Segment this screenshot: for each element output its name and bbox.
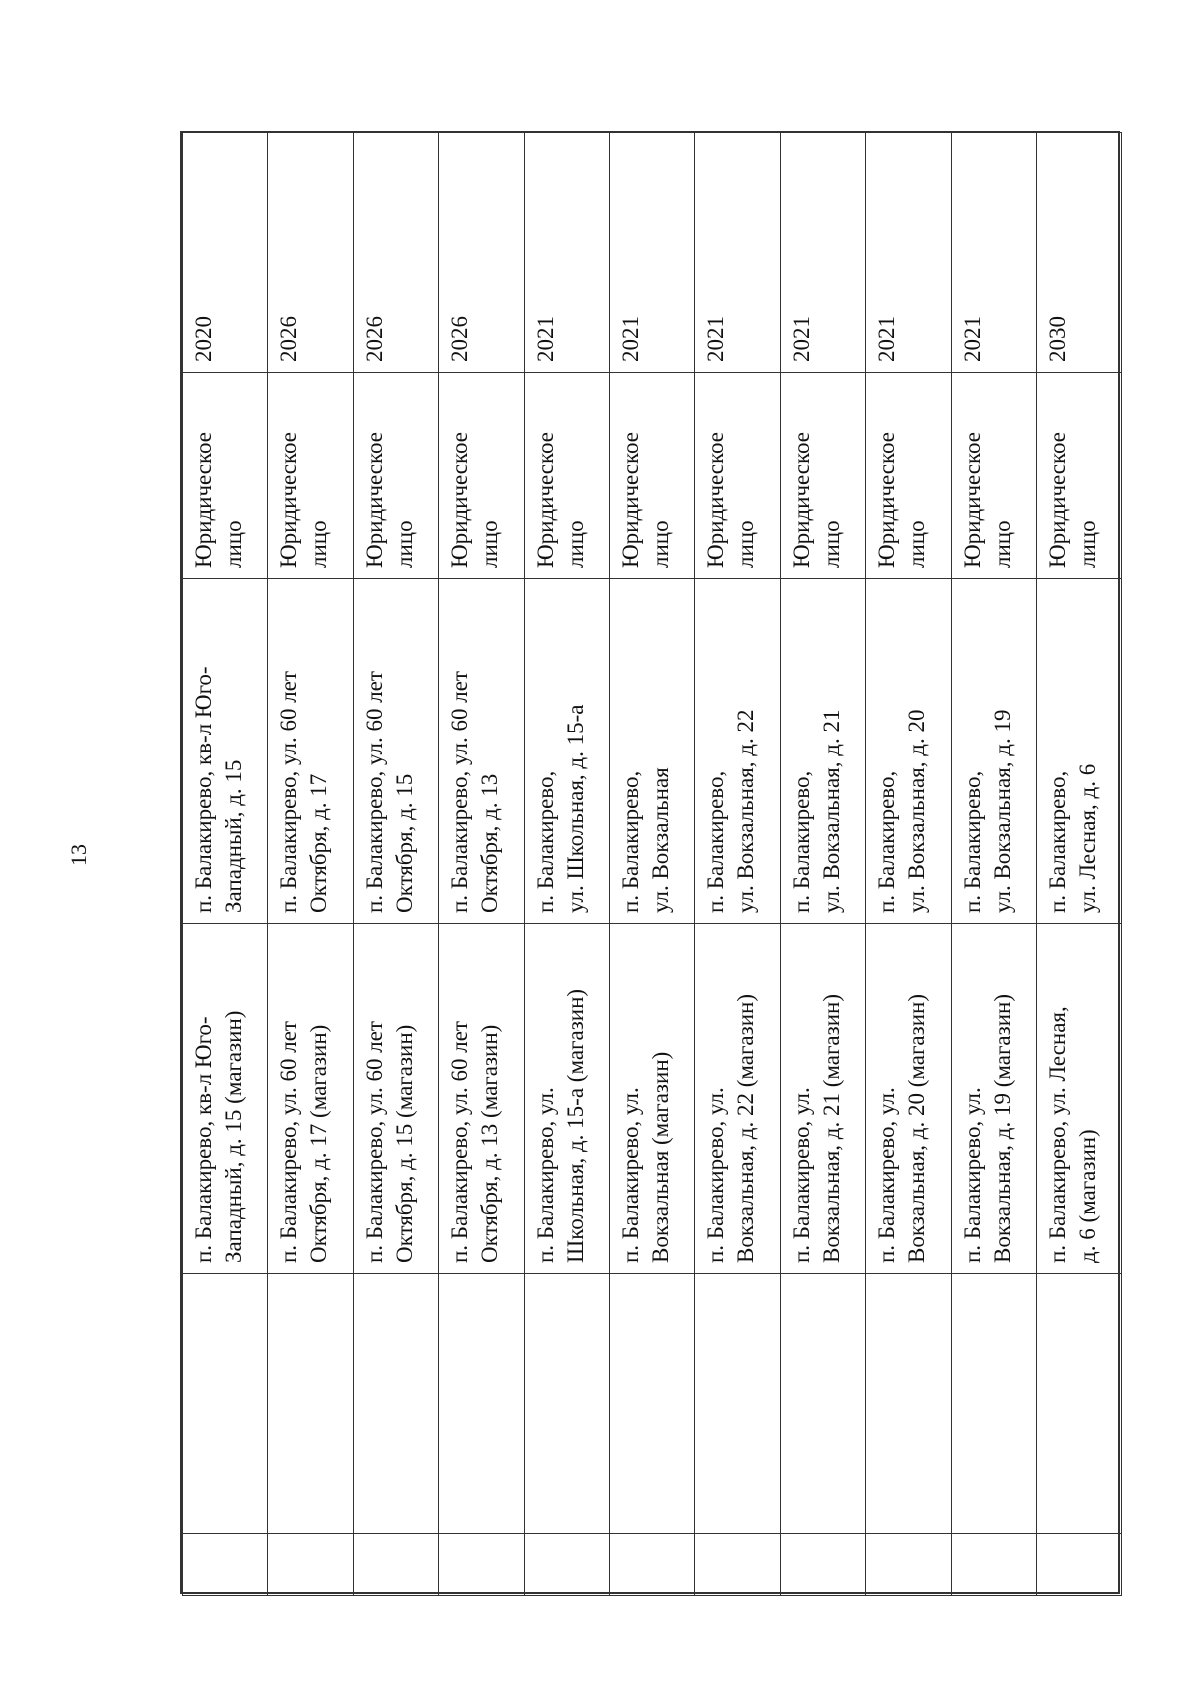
owner-cell: Юридическое лицо <box>609 373 694 579</box>
empty-cell <box>268 1274 353 1534</box>
empty-cell <box>439 1534 524 1596</box>
year-cell: 2021 <box>951 133 1036 373</box>
object-cell: п. Балакирево, ул. Вокзальная, д. 19 (магазин) <box>951 924 1036 1274</box>
empty-cell <box>866 1534 951 1596</box>
empty-cell <box>524 1534 609 1596</box>
year-cell: 2021 <box>866 133 951 373</box>
address-cell: п. Балакирево, ул. 60 лет Октября, д. 13 <box>439 579 524 924</box>
empty-cell <box>609 1534 694 1596</box>
empty-cell <box>268 1534 353 1596</box>
year-cell: 2021 <box>695 133 780 373</box>
empty-cell <box>1036 1274 1121 1534</box>
page-number: 13 <box>66 844 91 866</box>
facilities-table <box>182 132 1122 1596</box>
year-cell: 2026 <box>353 133 438 373</box>
empty-cell <box>1036 1534 1121 1596</box>
year-cell: 2020 <box>183 133 268 373</box>
table-row <box>866 133 951 1596</box>
address-cell: п. Балакирево, ул. Вокзальная, д. 19 <box>951 579 1036 924</box>
address-cell: п. Балакирево, ул. 60 лет Октября, д. 17 <box>268 579 353 924</box>
owner-cell: Юридическое лицо <box>866 373 951 579</box>
empty-cell <box>780 1274 865 1534</box>
address-cell: п. Балакирево, ул. 60 лет Октября, д. 15 <box>353 579 438 924</box>
empty-cell <box>695 1274 780 1534</box>
address-cell: п. Балакирево, кв-л Юго- Западный, д. 15 <box>183 579 268 924</box>
table-row <box>695 133 780 1596</box>
table-row <box>353 133 438 1596</box>
address-cell: п. Балакирево, ул. Лесная, д. 6 <box>1036 579 1121 924</box>
table-row <box>268 133 353 1596</box>
address-cell: п. Балакирево, ул. Вокзальная, д. 22 <box>695 579 780 924</box>
address-cell: п. Балакирево, ул. Вокзальная <box>609 579 694 924</box>
table-row <box>524 133 609 1596</box>
object-cell: п. Балакирево, ул. Вокзальная, д. 21 (магазин) <box>780 924 865 1274</box>
owner-cell: Юридическое лицо <box>439 373 524 579</box>
year-cell: 2026 <box>268 133 353 373</box>
year-cell: 2021 <box>524 133 609 373</box>
empty-cell <box>353 1274 438 1534</box>
year-cell: 2030 <box>1036 133 1121 373</box>
facilities-table-frame <box>180 131 1120 1594</box>
owner-cell: Юридическое лицо <box>695 373 780 579</box>
object-cell: п. Балакирево, ул. Вокзальная, д. 20 (магазин) <box>866 924 951 1274</box>
year-cell: 2026 <box>439 133 524 373</box>
year-cell: 2021 <box>780 133 865 373</box>
table-row <box>951 133 1036 1596</box>
table-row <box>1036 133 1121 1596</box>
address-cell: п. Балакирево, ул. Вокзальная, д. 20 <box>866 579 951 924</box>
address-cell: п. Балакирево, ул. Вокзальная, д. 21 <box>780 579 865 924</box>
owner-cell: Юридическое лицо <box>353 373 438 579</box>
empty-cell <box>353 1534 438 1596</box>
empty-cell <box>951 1274 1036 1534</box>
empty-cell <box>524 1274 609 1534</box>
object-cell: п. Балакирево, ул. 60 лет Октября, д. 15 (магазин) <box>353 924 438 1274</box>
empty-cell <box>780 1534 865 1596</box>
owner-cell: Юридическое лицо <box>268 373 353 579</box>
owner-cell: Юридическое лицо <box>524 373 609 579</box>
object-cell: п. Балакирево, кв-л Юго- Западный, д. 15 (магазин) <box>183 924 268 1274</box>
object-cell: п. Балакирево, ул. Лесная, д. 6 (магазин) <box>1036 924 1121 1274</box>
object-cell: п. Балакирево, ул. Вокзальная, д. 22 (магазин) <box>695 924 780 1274</box>
table-row <box>609 133 694 1596</box>
object-cell: п. Балакирево, ул. 60 лет Октября, д. 17 (магазин) <box>268 924 353 1274</box>
owner-cell: Юридическое лицо <box>183 373 268 579</box>
empty-cell <box>183 1534 268 1596</box>
object-cell: п. Балакирево, ул. Школьная, д. 15-а (магазин) <box>524 924 609 1274</box>
object-cell: п. Балакирево, ул. Вокзальная (магазин) <box>609 924 694 1274</box>
owner-cell: Юридическое лицо <box>1036 373 1121 579</box>
empty-cell <box>439 1274 524 1534</box>
empty-cell <box>183 1274 268 1534</box>
empty-cell <box>695 1534 780 1596</box>
table-row <box>439 133 524 1596</box>
owner-cell: Юридическое лицо <box>951 373 1036 579</box>
year-cell: 2021 <box>609 133 694 373</box>
owner-cell: Юридическое лицо <box>780 373 865 579</box>
empty-cell <box>951 1534 1036 1596</box>
empty-cell <box>866 1274 951 1534</box>
address-cell: п. Балакирево, ул. Школьная, д. 15-а <box>524 579 609 924</box>
empty-cell <box>609 1274 694 1534</box>
object-cell: п. Балакирево, ул. 60 лет Октября, д. 13 (магазин) <box>439 924 524 1274</box>
table-row <box>183 133 268 1596</box>
table-row <box>780 133 865 1596</box>
